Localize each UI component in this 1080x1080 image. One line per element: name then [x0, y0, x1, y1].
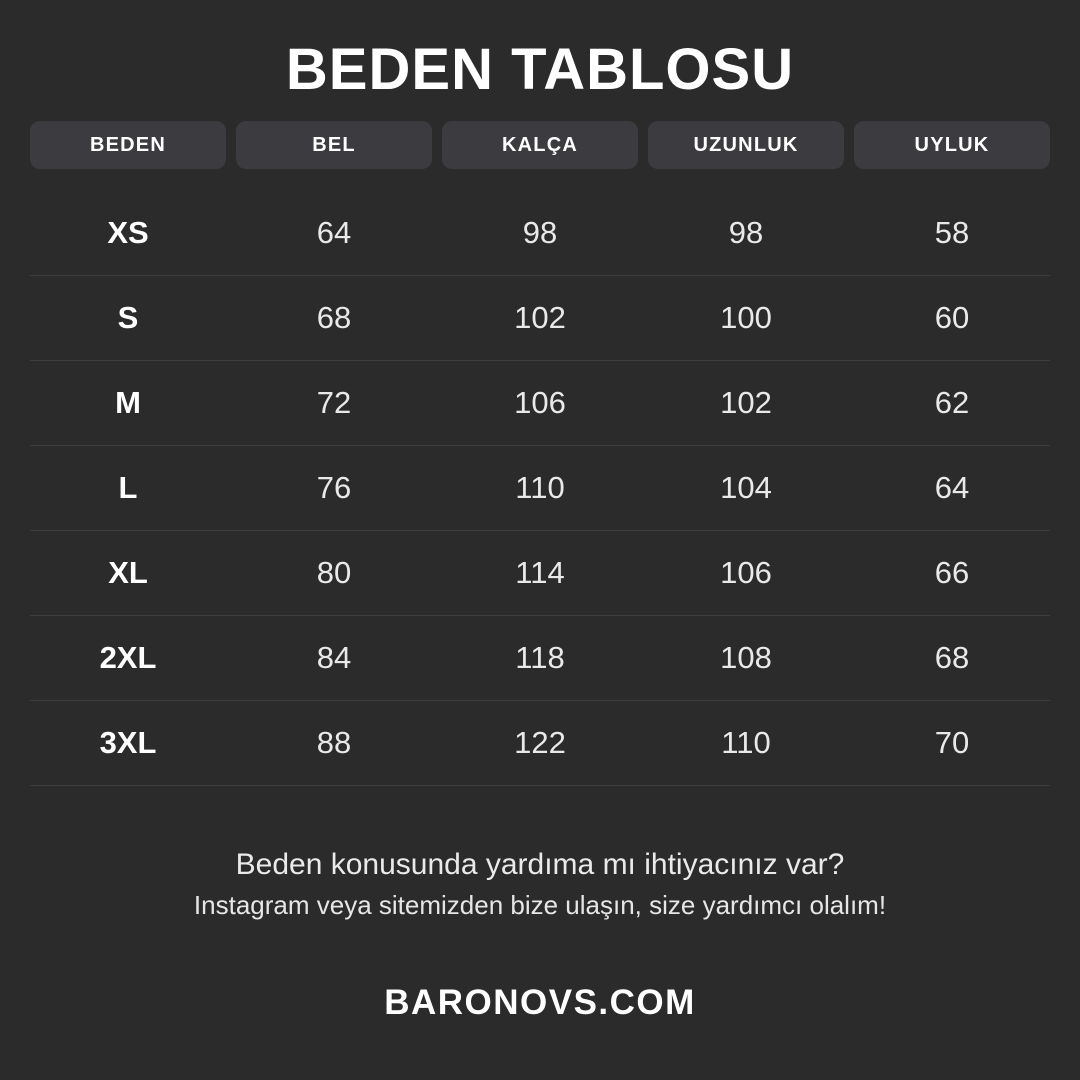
help-footer: [0, 848, 1080, 921]
cell-uyluk: 60: [934, 300, 970, 335]
cell-kalca: 118: [515, 640, 565, 675]
cell-beden: XS: [107, 215, 149, 250]
cell-uzunluk: 110: [721, 725, 771, 760]
cell-uyluk: 64: [934, 470, 970, 505]
cell-beden: XL: [108, 555, 148, 590]
cell-bel: 64: [316, 215, 352, 250]
cell-kalca: 102: [514, 300, 566, 335]
help-question: Beden konusunda yardıma mı ihtiyacınız var?: [235, 848, 845, 881]
table-row: [30, 276, 1050, 361]
cell-bel: 80: [316, 555, 352, 590]
cell-bel: 84: [316, 640, 352, 675]
cell-kalca: 106: [514, 385, 566, 420]
cell-kalca: 122: [514, 725, 566, 760]
table-row: [30, 616, 1050, 701]
cell-bel: 68: [316, 300, 352, 335]
table-row: [30, 446, 1050, 531]
cell-uyluk: 58: [934, 215, 970, 250]
cell-beden: S: [117, 300, 139, 335]
column-header-uyluk: UYLUK: [854, 121, 1050, 169]
table-row: [30, 191, 1050, 276]
cell-uzunluk: 98: [728, 215, 764, 250]
cell-uzunluk: 106: [720, 555, 772, 590]
cell-uyluk: 66: [934, 555, 970, 590]
cell-uzunluk: 108: [720, 640, 772, 675]
cell-uyluk: 68: [934, 640, 970, 675]
table-header-row: [30, 121, 1050, 169]
table-row: [30, 531, 1050, 616]
table-body: [30, 191, 1050, 786]
help-instructions: Instagram veya sitemizden bize ulaşın, size yardımcı olalım!: [193, 890, 887, 920]
cell-kalca: 98: [522, 215, 558, 250]
cell-uzunluk: 104: [720, 470, 772, 505]
cell-beden: L: [118, 470, 138, 505]
cell-uzunluk: 100: [720, 300, 772, 335]
table-row: [30, 361, 1050, 446]
cell-bel: 76: [316, 470, 352, 505]
page-title: BEDEN TABLOSU: [285, 37, 795, 102]
column-header-uzunluk: UZUNLUK: [648, 121, 844, 169]
cell-beden: 3XL: [99, 725, 157, 760]
cell-uyluk: 70: [934, 725, 970, 760]
cell-beden: 2XL: [99, 640, 157, 675]
column-header-kalca: KALÇA: [442, 121, 638, 169]
cell-uyluk: 62: [934, 385, 970, 420]
table-row: [30, 701, 1050, 786]
cell-kalca: 110: [515, 470, 565, 505]
brand-website: BARONOVS.COM: [384, 983, 696, 1022]
cell-bel: 88: [316, 725, 352, 760]
cell-kalca: 114: [515, 555, 565, 590]
column-header-beden: BEDEN: [30, 121, 226, 169]
cell-bel: 72: [316, 385, 352, 420]
column-header-bel: BEL: [236, 121, 432, 169]
cell-beden: M: [115, 385, 141, 420]
size-table: [30, 121, 1050, 786]
cell-uzunluk: 102: [720, 385, 772, 420]
